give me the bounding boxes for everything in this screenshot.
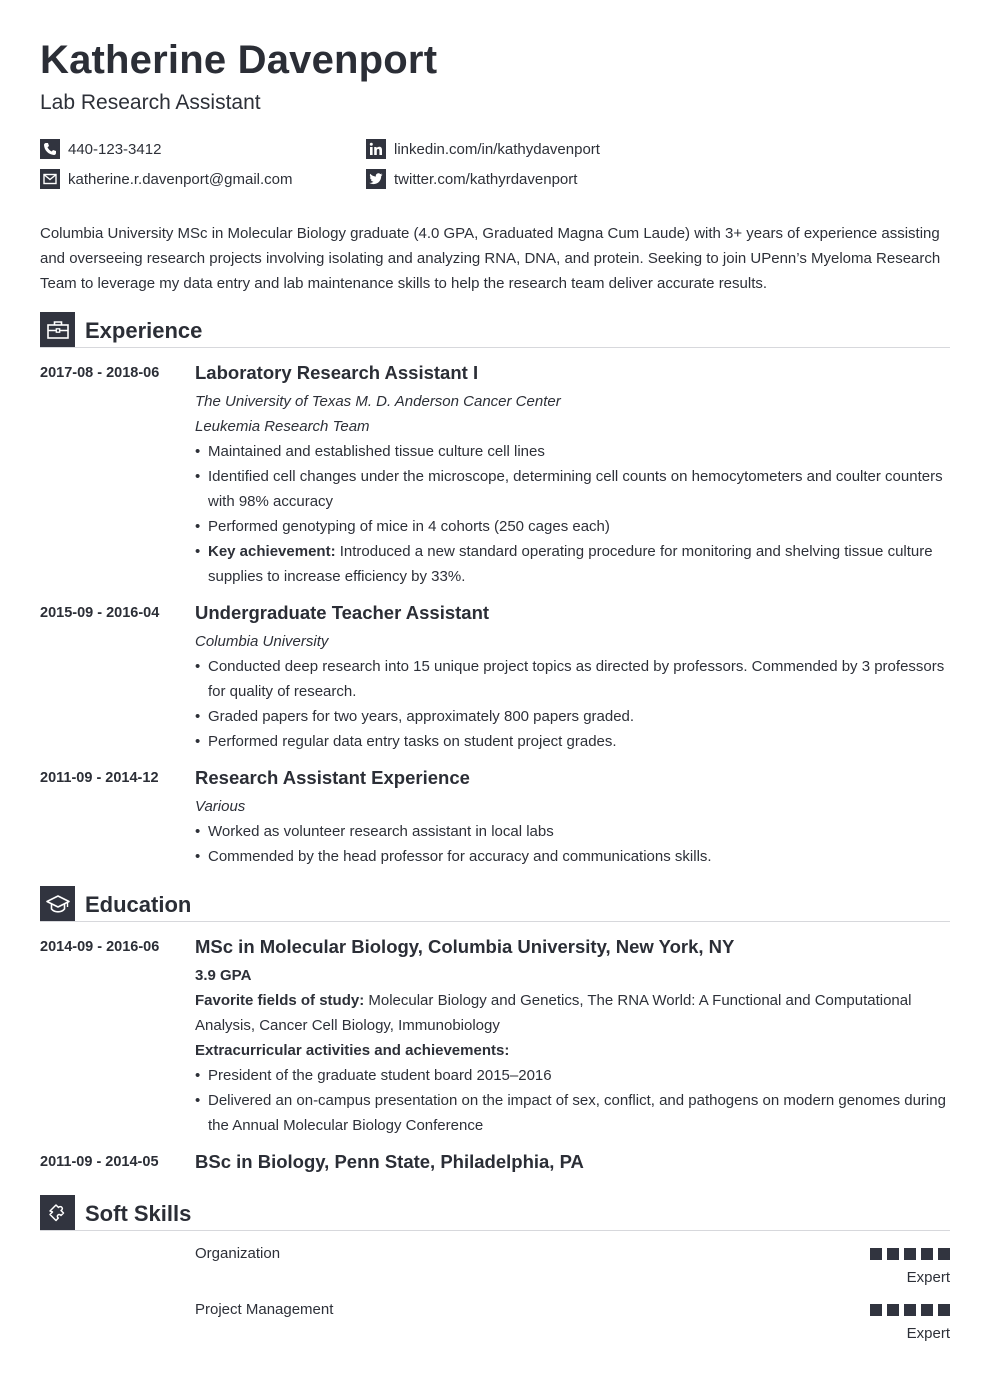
- list-item: • Maintained and established tissue culture cell lines: [195, 439, 950, 464]
- skill-level: Expert: [906, 1269, 950, 1286]
- contact-phone[interactable]: [40, 139, 161, 159]
- candidate-name: Katherine Davenport: [40, 38, 438, 82]
- briefcase-icon: [40, 312, 75, 347]
- skill-row: [195, 1244, 950, 1288]
- rating-square: [870, 1248, 882, 1260]
- rating-square: [887, 1304, 899, 1316]
- job-title: Laboratory Research Assistant I: [195, 362, 479, 383]
- entry-dates: 2011-09 - 2014-05: [40, 1154, 159, 1170]
- education-bullets: [195, 1063, 950, 1138]
- employer: The University of Texas M. D. Anderson Cancer Center: [195, 393, 561, 410]
- contact-linkedin[interactable]: [366, 139, 600, 159]
- candidate-title: Lab Research Assistant: [40, 91, 261, 114]
- job-bullets: [195, 439, 950, 589]
- extracurricular-label: Extracurricular activities and achievements:: [195, 1042, 510, 1059]
- degree-title: BSc in Biology, Penn State, Philadelphia, PA: [195, 1151, 584, 1172]
- skill-rating: [870, 1248, 950, 1260]
- skill-name: Project Management: [195, 1301, 334, 1318]
- list-item: • Delivered an on-campus presentation on the impact of sex, conflict, and pathogens on modern genomes during the Annual Molecular Biology Conference: [195, 1088, 950, 1138]
- rating-square: [870, 1304, 882, 1316]
- list-item: • Worked as volunteer research assistant in local labs: [195, 819, 950, 844]
- soft-skills-heading: Soft Skills: [85, 1201, 192, 1226]
- contact-phone-text: 440-123-3412: [68, 140, 162, 158]
- entry-dates: 2017-08 - 2018-06: [40, 365, 160, 381]
- soft-skills-section-header: [40, 1195, 950, 1231]
- rating-square: [921, 1304, 933, 1316]
- rating-square: [938, 1248, 950, 1260]
- education-section-header: [40, 886, 950, 922]
- list-item: • Commended by the head professor for accuracy and communications skills.: [195, 844, 950, 869]
- skill-level: Expert: [906, 1325, 950, 1342]
- list-item: • Identified cell changes under the microscope, determining cell counts on hemocytometers and coulter counters with 98% accuracy: [195, 464, 950, 514]
- employer: Columbia University: [195, 633, 329, 650]
- fields-of-study: [195, 988, 950, 1038]
- rating-square: [887, 1248, 899, 1260]
- list-item-key-achievement: [195, 539, 950, 589]
- puzzle-icon: [40, 1195, 75, 1230]
- list-item: • Performed regular data entry tasks on student project grades.: [195, 729, 950, 754]
- rating-square: [938, 1304, 950, 1316]
- fields-label: Favorite fields of study:: [195, 992, 365, 1009]
- job-bullets: [195, 819, 950, 869]
- profile-summary: Columbia University MSc in Molecular Biology graduate (4.0 GPA, Graduated Magna Cum Laude) with 3+ years of experience assisting and overseeing research projects involving isolating and analyzing RNA, DNA, and protein. Seeking to join UPenn’s Myeloma Research Team to leverage my data entry and lab maintenance skills to help the research team deliver accurate results.: [40, 225, 941, 292]
- skill-rating: [870, 1304, 950, 1316]
- entry-dates: 2015-09 - 2016-04: [40, 605, 160, 621]
- twitter-icon: [366, 169, 386, 189]
- contact-twitter[interactable]: [366, 169, 577, 189]
- job-bullets: [195, 654, 950, 754]
- list-item: • President of the graduate student board 2015–2016: [195, 1063, 950, 1088]
- degree-title: MSc in Molecular Biology, Columbia University, New York, NY: [195, 936, 735, 957]
- entry-dates: 2011-09 - 2014-12: [40, 770, 159, 786]
- key-achievement-label: Key achievement:: [208, 543, 336, 560]
- rating-square: [904, 1304, 916, 1316]
- job-title: Research Assistant Experience: [195, 767, 470, 788]
- gpa: 3.9 GPA: [195, 967, 252, 984]
- job-title: Undergraduate Teacher Assistant: [195, 602, 490, 623]
- skill-name: Organization: [195, 1245, 281, 1262]
- skill-row: [195, 1300, 950, 1344]
- graduation-cap-icon: [40, 886, 75, 921]
- contact-twitter-text: twitter.com/kathyrdavenport: [394, 170, 578, 188]
- fields-text: Molecular Biology and Genetics, The RNA World: A Functional and Computational Analysis, Cancer Cell Biology, Immunobiology: [195, 992, 912, 1034]
- list-item: • Graded papers for two years, approximately 800 papers graded.: [195, 704, 950, 729]
- employer: Various: [195, 798, 246, 815]
- list-item: • Conducted deep research into 15 unique project topics as directed by professors. Commended by 3 professors for quality of research.: [195, 654, 950, 704]
- phone-icon: [40, 139, 60, 159]
- contact-email[interactable]: [40, 169, 293, 189]
- contact-email-text: katherine.r.davenport@gmail.com: [68, 170, 293, 188]
- rating-square: [921, 1248, 933, 1260]
- list-item: • Performed genotyping of mice in 4 cohorts (250 cages each): [195, 514, 950, 539]
- linkedin-icon: [366, 139, 386, 159]
- rating-square: [904, 1248, 916, 1260]
- education-heading: Education: [85, 892, 192, 917]
- experience-heading: Experience: [85, 318, 203, 343]
- experience-section-header: [40, 312, 950, 348]
- entry-dates: 2014-09 - 2016-06: [40, 939, 160, 955]
- key-achievement-text: Introduced a new standard operating procedure for monitoring and shelving tissue culture supplies to increase efficiency by 33%.: [208, 543, 933, 585]
- team-name: Leukemia Research Team: [195, 418, 370, 435]
- email-icon: [40, 169, 60, 189]
- contact-linkedin-text: linkedin.com/in/kathydavenport: [394, 140, 600, 158]
